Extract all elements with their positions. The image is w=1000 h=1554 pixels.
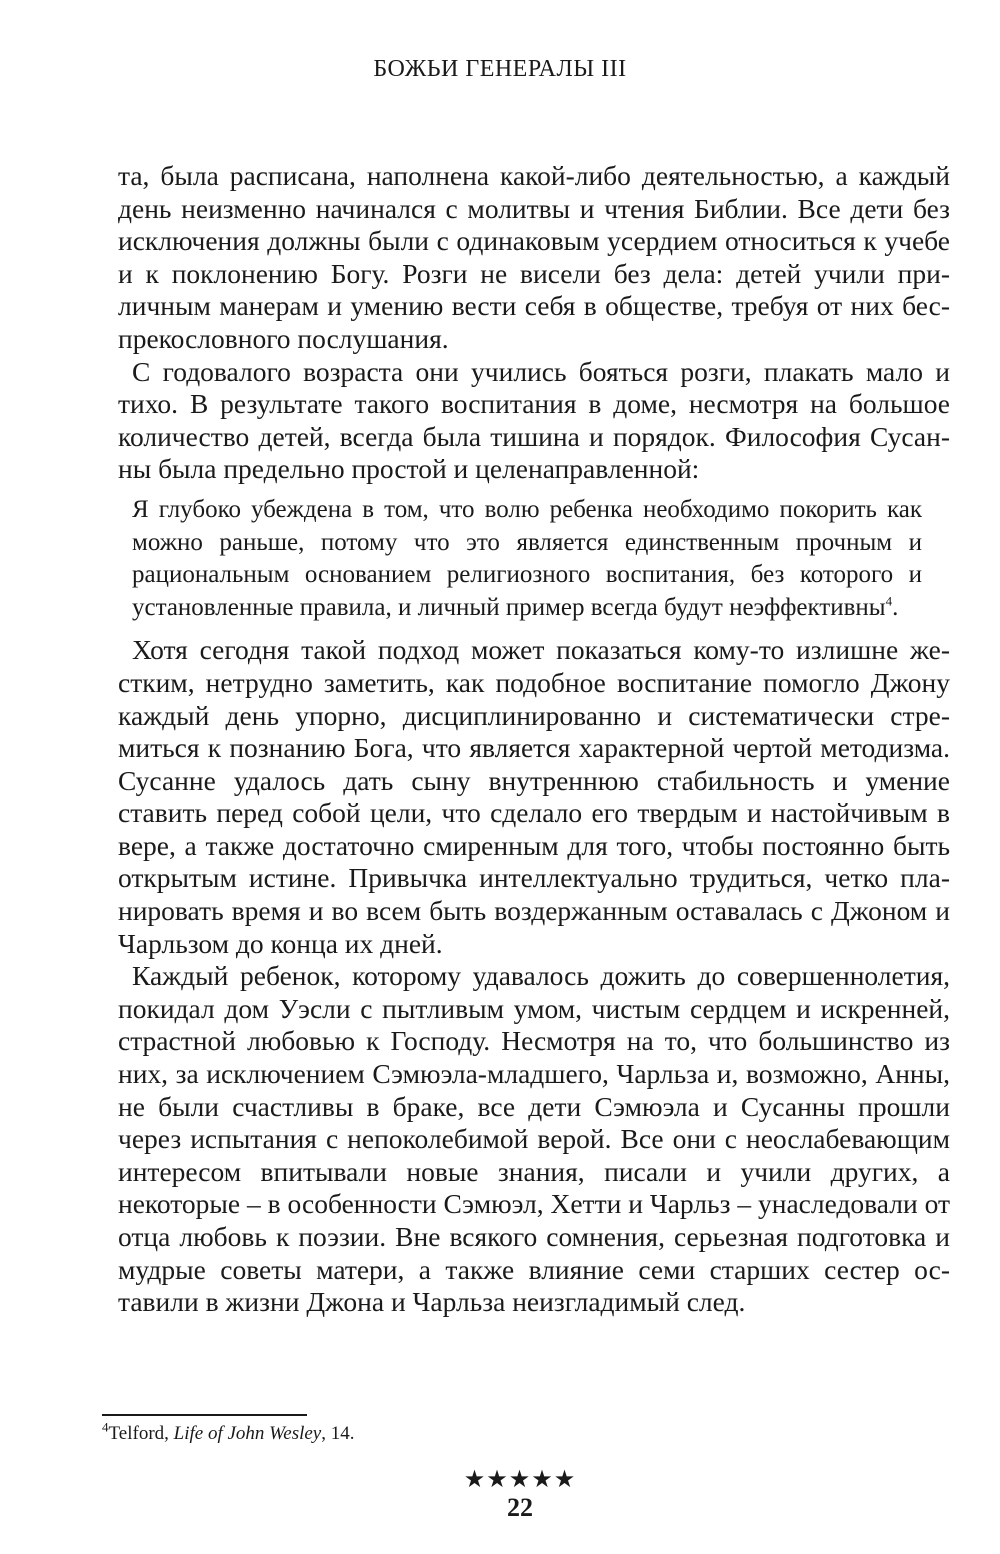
paragraph: Каждый ребенок, которому удавалось дожить до совершеннолетия, покидал дом Уэсли с пытливым умом, чистым сердцем и искренней, страстной любовью к Господу. Несмотря на то, что большинство из них, за исключением Сэмюэла-младшего, Чарльза и, возможно, Анны, не были счастливы в браке, все дети Сэмюэла и Сусанны прошли через испытания с непоколебимой верой. Все они с неослабевающим интересом впитывали новые знания, писали и учили других, а некоторые – в особенности Сэмюэл, Хетти и Чарльз – унаследовали от отца любовь к поэзии. Вне всякого сомнения, серьезная подготовка и мудрые советы матери, а также влияние семи старших сестер оставили в жизни Джона и Чарльза неизгладимый след. bbox=[118, 960, 950, 1318]
star-ornament: ★★★★★ bbox=[463, 1467, 577, 1493]
body-text bbox=[118, 160, 950, 1319]
paragraph: С годовалого возраста они учились бояться розги, плакать мало и тихо. В результате такого воспитания в доме, несмотря на большое количество детей, всегда была тишина и порядок. Философия Сусанны была предельно простой и целенаправленной: bbox=[118, 355, 950, 485]
paragraph: Хотя сегодня такой подход может показаться кому-то излишне жестким, нетрудно заметить, как подобное воспитание помогло Джону каждый день упорно, дисциплинированно и систематически стремиться к познанию Бога, что является характерной чертой методизма. Сусанне удалось дать сыну внутреннюю стабильность и умение ставить перед собой цели, что сделало его твердым и настойчивым в вере, а также достаточно смиренным для того, чтобы постоянно быть открытым истине. Привычка интеллектуально трудиться, четко планировать время и во всем быть воздержанным оставалась с Джоном и Чарльзом до конца их дней. bbox=[118, 634, 950, 959]
footnote-marker: 4 bbox=[102, 1419, 109, 1435]
footnote-divider bbox=[102, 1414, 307, 1416]
footnote bbox=[102, 1419, 702, 1446]
block-quote: Я глубоко убеждена в том, что волю ребенка необходимо покорить как можно раньше, потому что это является единственным прочным и рациональным основанием религиозного воспитания, без которого и установленные правила, и личный пример всегда будут неэффективны$^4$. bbox=[132, 495, 922, 621]
running-title: БОЖЬИ ГЕНЕРАЛЫ III bbox=[373, 56, 627, 82]
footnote-title: Life of John Wesley bbox=[173, 1423, 322, 1444]
page-number: 22 bbox=[507, 1493, 533, 1522]
quote-text: Я глубоко убеждена в том, что волю ребенка необходимо покорить как можно раньше, потому что это является единственным прочным и рациональным основанием религиозного воспитания, без которого и установленные правила, и личный пример всегда будут неэффективны bbox=[132, 495, 922, 621]
paragraph: та, была расписана, наполнена какой-либо деятельностью, а каждый день неизменно начинался с молитвы и чтения Библии. Все дети без исключения должны были с одинаковым усердием относиться к учебе и к поклонению Богу. Розги не висели без дела: детей учили приличным манерам и умению вести себя в обществе, требуя от них беспрекословного послушания. bbox=[118, 160, 950, 354]
footnote-page: , 14. bbox=[321, 1423, 355, 1444]
footnote-ref[interactable]: 4 bbox=[885, 593, 893, 609]
footnote-author: Telford, bbox=[108, 1423, 174, 1444]
